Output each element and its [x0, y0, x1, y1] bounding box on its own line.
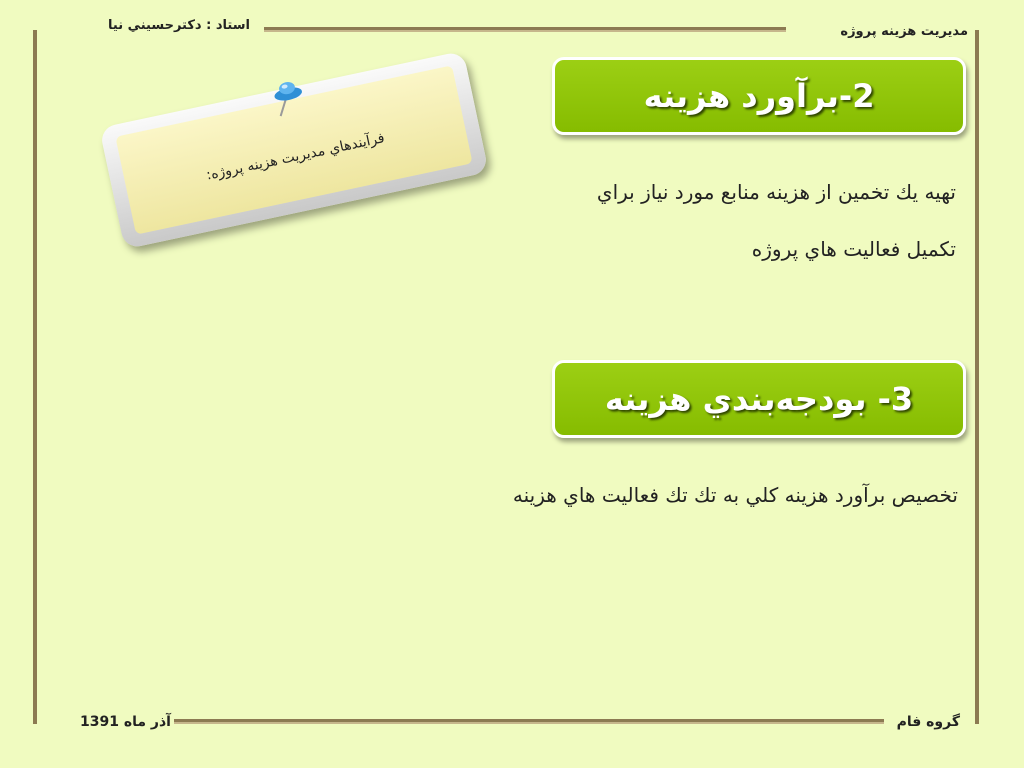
push-pin-icon [263, 75, 310, 122]
footer-date: آذر ماه 1391 [80, 714, 171, 730]
bottom-divider-line [174, 719, 884, 724]
right-border-line [975, 30, 979, 724]
instructor-name: استاد : دكترحسيني نيا [108, 18, 250, 33]
section-title-cost-budgeting [552, 360, 966, 438]
section-title-text: 3- بودجه‌بندي هزينه [604, 380, 914, 418]
section-paragraph-line: تكميل فعاليت هاي پروژه [751, 237, 956, 261]
course-title: مديريت هزينه پروژه [840, 24, 968, 39]
note-text: فرآيندهاي مديريت هزينه پروژه: [204, 130, 387, 184]
left-border-line [33, 30, 37, 724]
footer-group: گروه فام [896, 714, 960, 730]
section-title-text: 2-برآورد هزينه [643, 77, 875, 115]
sticky-note [99, 51, 489, 250]
top-divider-line [264, 27, 786, 32]
section-paragraph-line: تهيه يك تخمين از هزينه منابع مورد نياز براي [596, 180, 956, 204]
section-paragraph-line: تخصيص برآورد هزينه كلي به تك تك فعاليت هاي هزينه [512, 483, 958, 507]
section-title-cost-estimate [552, 57, 966, 135]
